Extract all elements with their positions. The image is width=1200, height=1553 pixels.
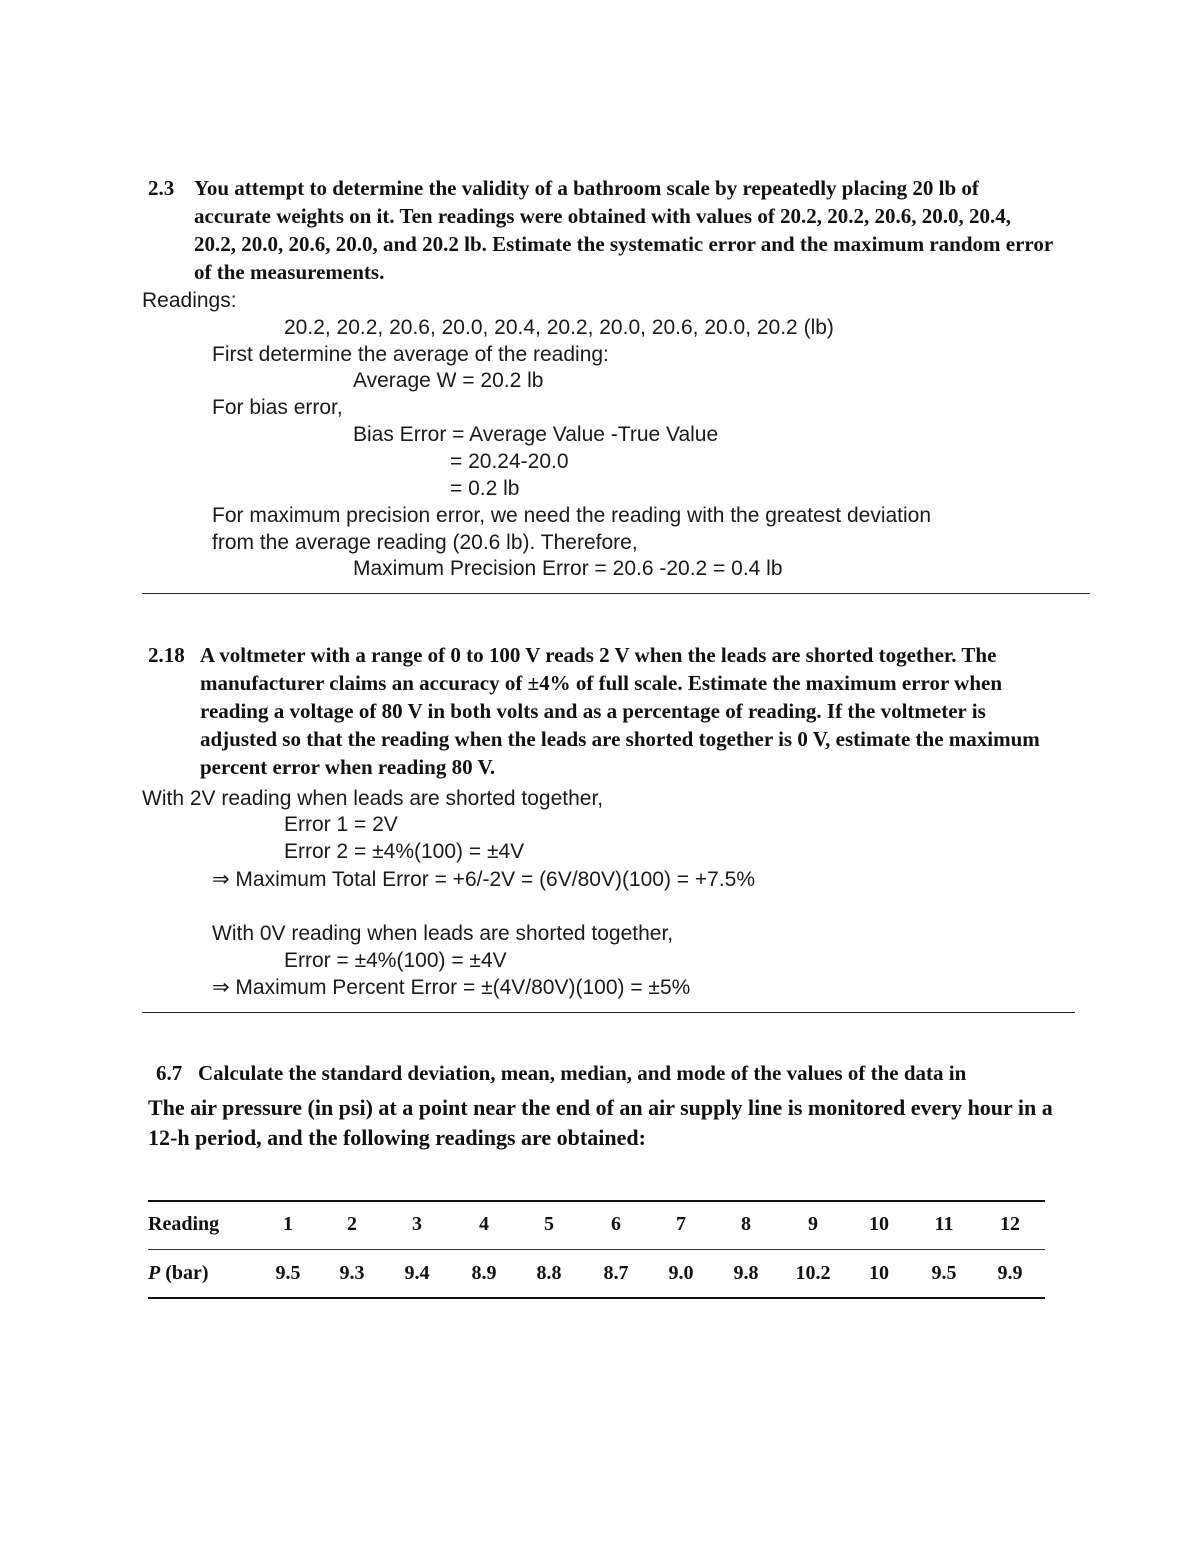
problem-text: A voltmeter with a range of 0 to 100 V reads 2 V when the leads are shorted together. The manufacturer claims an accuracy of ±4% of full scale. Estimate the maximum error when reading a voltage of 80 V in both volts and as a percentage of reading. If the voltmeter is adjusted so that the reading when the leads are shorted together is 0 V, estimate the maximum percent error when reading 80 V.	[200, 643, 1040, 779]
solution-line: from the average reading (20.6 lb). Therefore,	[212, 531, 638, 554]
problem-6-7	[156, 1059, 1056, 1087]
section-divider	[142, 1012, 1075, 1013]
table-mid-rule	[148, 1249, 1045, 1250]
reading-cell: 7	[676, 1213, 686, 1235]
solution-line: Readings:	[142, 289, 237, 312]
reading-cell: 12	[1000, 1213, 1020, 1235]
problem-number: 6.7	[156, 1061, 183, 1085]
solution-line: Error 1 = 2V	[284, 813, 398, 836]
pressure-cell: 9.9	[997, 1262, 1023, 1284]
solution-line: = 0.2 lb	[450, 477, 520, 500]
problem-2-18	[148, 641, 1048, 781]
problem-text: You attempt to determine the validity of a bathroom scale by repeatedly placing 20 lb of accurate weights on it. Ten readings were obtained with values of 20.2, 20.2, 20.6, 20.0, 20.4, 20.2, 20.0, 20.6, 20.0, and 20.2 lb. Estimate the systematic error and the maximum random error of the measurements.	[194, 176, 1053, 284]
pressure-cell: 9.5	[275, 1262, 301, 1284]
table-bottom-rule	[148, 1297, 1045, 1299]
pressure-cell: 8.9	[471, 1262, 497, 1284]
pressure-cell: 9.5	[931, 1262, 957, 1284]
section-divider	[142, 593, 1090, 594]
pressure-cell: 10	[869, 1262, 889, 1284]
reading-cell: 9	[808, 1213, 818, 1235]
reading-cell: 1	[283, 1213, 293, 1235]
solution-line: Bias Error = Average Value -True Value	[353, 423, 719, 446]
reading-cell: 3	[412, 1213, 422, 1235]
solution-line: First determine the average of the reading:	[212, 343, 609, 366]
solution-line: Maximum Precision Error = 20.6 -20.2 = 0.4 lb	[353, 557, 783, 580]
solution-line: ⇒ Maximum Percent Error = ±(4V/80V)(100) = ±5%	[212, 976, 691, 999]
reading-cell: 5	[544, 1213, 554, 1235]
pressure-cell: 9.0	[668, 1262, 694, 1284]
reading-cell: 6	[611, 1213, 621, 1235]
problem-number: 2.18	[148, 643, 185, 667]
reading-cell: 4	[479, 1213, 489, 1235]
problem-text: The air pressure (in psi) at a point near the end of an air supply line is monitored every hour in a 12-h period, and the following readings are obtained:	[148, 1095, 1053, 1150]
solution-line: Error 2 = ±4%(100) = ±4V	[284, 840, 525, 863]
problem-6-7-continuation	[148, 1093, 1053, 1153]
solution-line: With 2V reading when leads are shorted together,	[142, 787, 604, 810]
problem-2-3	[148, 174, 1058, 286]
problem-text: Calculate the standard deviation, mean, median, and mode of the values of the data in	[198, 1061, 967, 1085]
table-top-rule	[148, 1200, 1045, 1202]
solution-line: ⇒ Maximum Total Error = +6/-2V = (6V/80V)(100) = +7.5%	[212, 868, 756, 891]
table-row-header-pressure	[148, 1261, 258, 1285]
solution-line: 20.2, 20.2, 20.6, 20.0, 20.4, 20.2, 20.0, 20.6, 20.0, 20.2 (lb)	[284, 316, 834, 339]
pressure-cell: 9.4	[404, 1262, 430, 1284]
pressure-cell: 10.2	[795, 1262, 831, 1284]
solution-line: Average W = 20.2 lb	[353, 369, 544, 392]
solution-line: Error = ±4%(100) = ±4V	[284, 949, 507, 972]
reading-cell: 8	[741, 1213, 751, 1235]
table-row-header-reading: Reading	[148, 1213, 220, 1235]
pressure-cell: 8.7	[603, 1262, 629, 1284]
problem-number: 2.3	[148, 176, 175, 200]
pressure-cell: 8.8	[536, 1262, 562, 1284]
solution-line: = 20.24-20.0	[450, 450, 569, 473]
reading-cell: 10	[869, 1213, 889, 1235]
solution-line: For maximum precision error, we need the reading with the greatest deviation	[212, 504, 932, 527]
solution-line: With 0V reading when leads are shorted together,	[212, 922, 674, 945]
pressure-variable: P	[148, 1262, 161, 1284]
reading-cell: 11	[934, 1213, 954, 1235]
pressure-cell: 9.8	[733, 1262, 759, 1284]
pressure-unit: (bar)	[165, 1262, 209, 1284]
pressure-cell: 9.3	[339, 1262, 365, 1284]
reading-cell: 2	[347, 1213, 357, 1235]
solution-line: For bias error,	[212, 396, 343, 419]
